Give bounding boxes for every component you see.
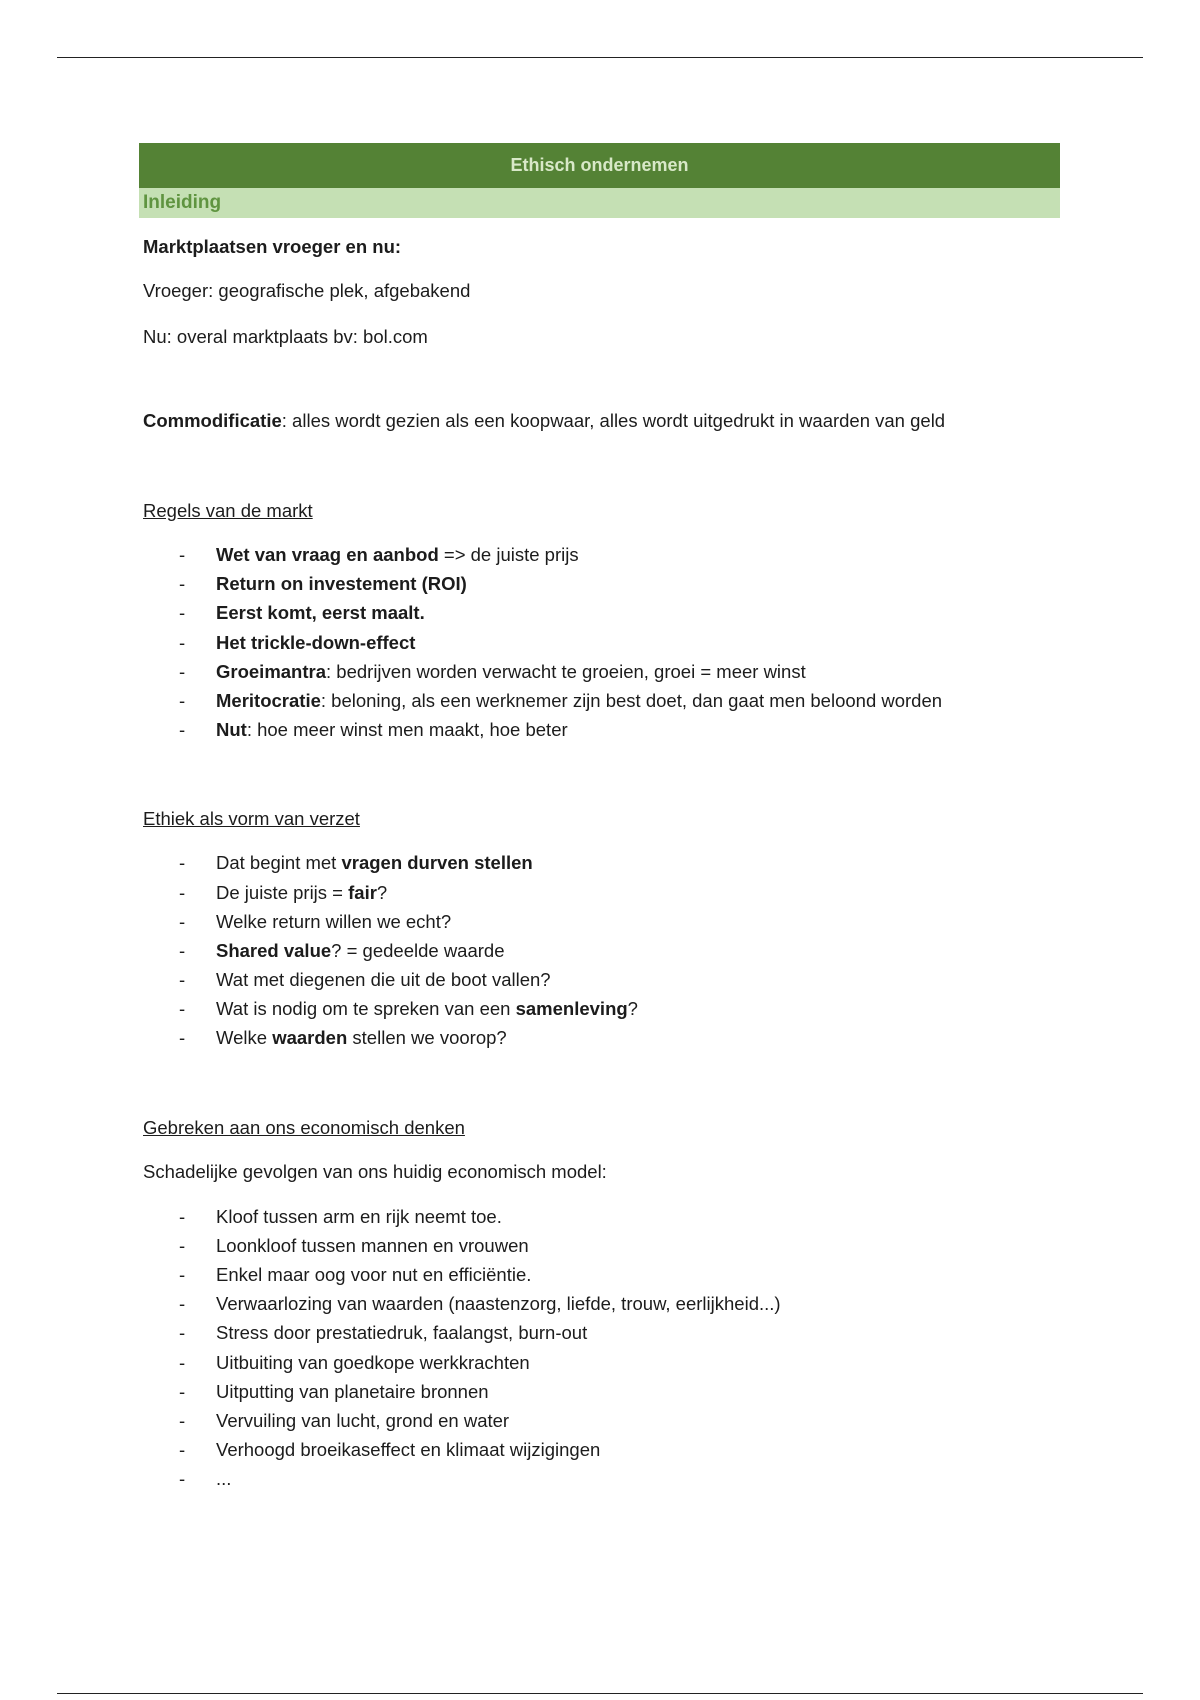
list-item-term: Groeimantra bbox=[216, 660, 327, 682]
list-item-text: Wat is nodig om te spreken van een bbox=[216, 998, 516, 1020]
list-item-term: Wet van vraag en aanbod bbox=[216, 544, 439, 565]
list-item-text: stellen we voorop? bbox=[347, 1027, 507, 1049]
top-rule bbox=[57, 57, 1143, 58]
list-item-term: Meritocratie bbox=[216, 689, 321, 711]
list-item: - Kloof tussen arm en rijk neemt toe. bbox=[143, 1202, 1063, 1231]
ethiek-heading: Ethiek als vorm van verzet bbox=[143, 808, 360, 830]
list-item bbox=[143, 878, 1063, 907]
list-item: - ... bbox=[143, 1464, 1063, 1493]
bottom-rule bbox=[57, 1693, 1143, 1694]
markets-vroeger: Vroeger: geografische plek, afgebakend bbox=[143, 280, 471, 301]
section-heading-inleiding: Inleiding bbox=[139, 188, 1060, 218]
list-item bbox=[143, 965, 1063, 994]
markets-heading: Marktplaatsen vroeger en nu: bbox=[143, 236, 402, 257]
list-item-emphasis: samenleving bbox=[515, 998, 628, 1020]
gebreken-intro: Schadelijke gevolgen van ons huidig economisch model: bbox=[143, 1160, 607, 1182]
list-item-emphasis: waarden bbox=[272, 1027, 348, 1049]
list-item-text: Wat met diegenen die uit de boot vallen? bbox=[216, 969, 551, 991]
markets-nu: Nu: overal marktplaats bv: bol.com bbox=[143, 326, 428, 347]
list-item bbox=[143, 907, 1063, 936]
list-item: - Vervuiling van lucht, grond en water bbox=[143, 1406, 1063, 1435]
list-item bbox=[143, 569, 1063, 598]
list-item bbox=[143, 1023, 1063, 1052]
commodificatie-paragraph bbox=[143, 406, 1063, 436]
list-item-emphasis: vragen durven stellen bbox=[341, 852, 533, 874]
list-item-term: Eerst komt, eerst maalt. bbox=[216, 602, 425, 624]
list-item bbox=[143, 994, 1063, 1023]
list-item: - Uitbuiting van goedkope werkkrachten bbox=[143, 1348, 1063, 1377]
list-item: - Stress door prestatiedruk, faalangst, burn-out bbox=[143, 1318, 1063, 1347]
regels-heading: Regels van de markt bbox=[143, 500, 313, 521]
list-item-text: => de juiste prijs bbox=[438, 544, 579, 565]
list-item bbox=[143, 936, 1063, 965]
list-item-text: : bedrijven worden verwacht te groeien, groei = meer winst bbox=[326, 660, 806, 682]
list-item-text: : beloning, als een werknemer zijn best doet, dan gaat men beloond worden bbox=[320, 689, 943, 711]
document-title: Ethisch ondernemen bbox=[139, 143, 1060, 188]
list-item-emphasis: fair bbox=[348, 881, 377, 903]
list-item bbox=[143, 715, 1063, 744]
list-item bbox=[143, 628, 1063, 657]
list-item-text: ? bbox=[627, 998, 638, 1020]
list-item-term: Return on investement (ROI) bbox=[216, 573, 467, 595]
list-item bbox=[143, 598, 1063, 627]
list-item: - Verwaarlozing van waarden (naastenzorg, liefde, trouw, eerlijkheid...) bbox=[143, 1289, 1063, 1318]
list-item-text: : hoe meer winst men maakt, hoe beter bbox=[246, 719, 568, 741]
regels-list bbox=[143, 540, 1063, 744]
list-item bbox=[143, 686, 1063, 715]
list-item-emphasis: Shared value bbox=[216, 939, 332, 961]
list-item: - Verhoogd broeikaseffect en klimaat wijzigingen bbox=[143, 1435, 1063, 1464]
list-item: - Uitputting van planetaire bronnen bbox=[143, 1377, 1063, 1406]
document-body bbox=[143, 232, 1063, 1494]
commodificatie-definition: : alles wordt gezien als een koopwaar, alles wordt uitgedrukt in waarden van geld bbox=[281, 410, 946, 431]
list-item bbox=[143, 540, 1063, 569]
list-item bbox=[143, 848, 1063, 877]
list-item-term: Het trickle-down-effect bbox=[216, 631, 416, 653]
list-item-text: ? = gedeelde waarde bbox=[331, 939, 505, 961]
list-item bbox=[143, 657, 1063, 686]
list-item: - Enkel maar oog voor nut en efficiëntie. bbox=[143, 1260, 1063, 1289]
list-item-term: Nut bbox=[216, 719, 247, 741]
list-item-text: Welke return willen we echt? bbox=[216, 910, 452, 932]
list-item-text: Dat begint met bbox=[216, 852, 342, 874]
list-item-text: ? bbox=[376, 881, 388, 903]
commodificatie-term: Commodificatie bbox=[143, 410, 282, 431]
gebreken-list bbox=[143, 1202, 1063, 1494]
list-item: - Loonkloof tussen mannen en vrouwen bbox=[143, 1231, 1063, 1260]
ethiek-list bbox=[143, 848, 1063, 1052]
list-item-text: Welke bbox=[216, 1027, 273, 1049]
gebreken-heading: Gebreken aan ons economisch denken bbox=[143, 1116, 465, 1138]
list-item-text: De juiste prijs = bbox=[216, 881, 349, 903]
